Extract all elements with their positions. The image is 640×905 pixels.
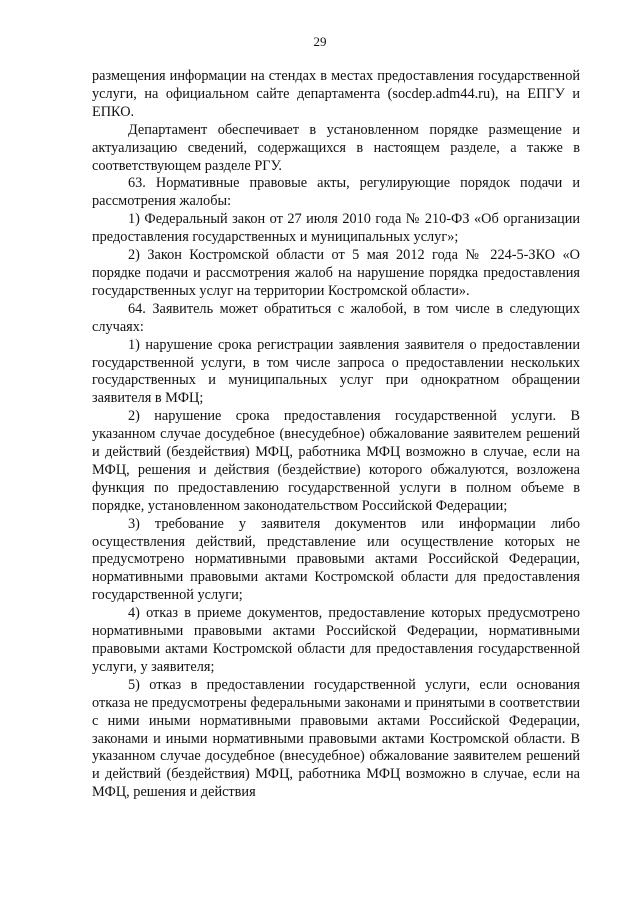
paragraph-63-item-1: 1) Федеральный закон от 27 июля 2010 года № 210-ФЗ «Об организации предоставления государственных и муниципальных услуг»; <box>92 211 580 246</box>
paragraph-64-item-3: 3) требование у заявителя документов или информации либо осуществления действий, представление или осуществление которых не предусмотрено нормативными правовыми актами Российской Федерации, нормативными правовыми актами Костромской области для предоставления государственной услуги; <box>92 515 580 604</box>
paragraph-department-duty: Департамент обеспечивает в установленном порядке размещение и актуализацию сведений, содержащихся в настоящем разделе, а также в соответствующем разделе РГУ. <box>92 121 580 174</box>
page-number: 29 <box>313 34 327 49</box>
paragraph-63-item-2: 2) Закон Костромской области от 5 мая 2012 года № 224-5-ЗКО «О порядке подачи и рассмотрения жалоб на нарушение порядка предоставления государственных услуг на территории Костромской области». <box>92 247 580 299</box>
paragraph-64-item-4: 4) отказ в приеме документов, предоставление которых предусмотрено нормативными правовыми актами Российской Федерации, нормативными правовыми актами Костромской области для предоставления государственной услуги, у заявителя; <box>92 605 580 675</box>
paragraph-64-item-5: 5) отказ в предоставлении государственной услуги, если основания отказа не предусмотрены федеральными законами и принятыми в соответствии с ними иными нормативными правовыми актами Российской Федерации, законами и иными нормативными правовыми актами Костромской области. В указанном случае досудебное (внесудебное) обжалование заявителем решений и действий (бездействия) МФЦ, работника МФЦ возможно в случае, если на МФЦ, решения и действия <box>92 676 580 801</box>
document-body <box>92 68 580 802</box>
paragraph-64-item-2: 2) нарушение срока предоставления государственной услуги. В указанном случае досудебное (внесудебное) обжалование заявителем решений и действий (бездействия) МФЦ, работника МФЦ возможно в случае, если на МФЦ, решения и действия (бездействие) которого обжалуются, возложена функция по предоставлению государственной услуги в полном объеме в порядке, установленном законодательством Российской Федерации; <box>92 408 580 514</box>
paragraph-64-item-1: 1) нарушение срока регистрации заявления заявителя о предоставлении государственной услуги, в том числе запроса о предоставлении нескольких государственных и муниципальных услуг при однократном обращении заявителя в МФЦ; <box>92 336 580 407</box>
paragraph-63-heading: 63. Нормативные правовые акты, регулирующие порядок подачи и рассмотрения жалобы: <box>92 175 580 210</box>
paragraph-continuation: размещения информации на стендах в местах предоставления государственной услуги, на официальном сайте департамента (socdep.adm44.ru), на ЕПГУ и ЕПКО. <box>92 68 580 120</box>
paragraph-64-heading: 64. Заявитель может обратиться с жалобой, в том числе в следующих случаях: <box>92 300 580 335</box>
